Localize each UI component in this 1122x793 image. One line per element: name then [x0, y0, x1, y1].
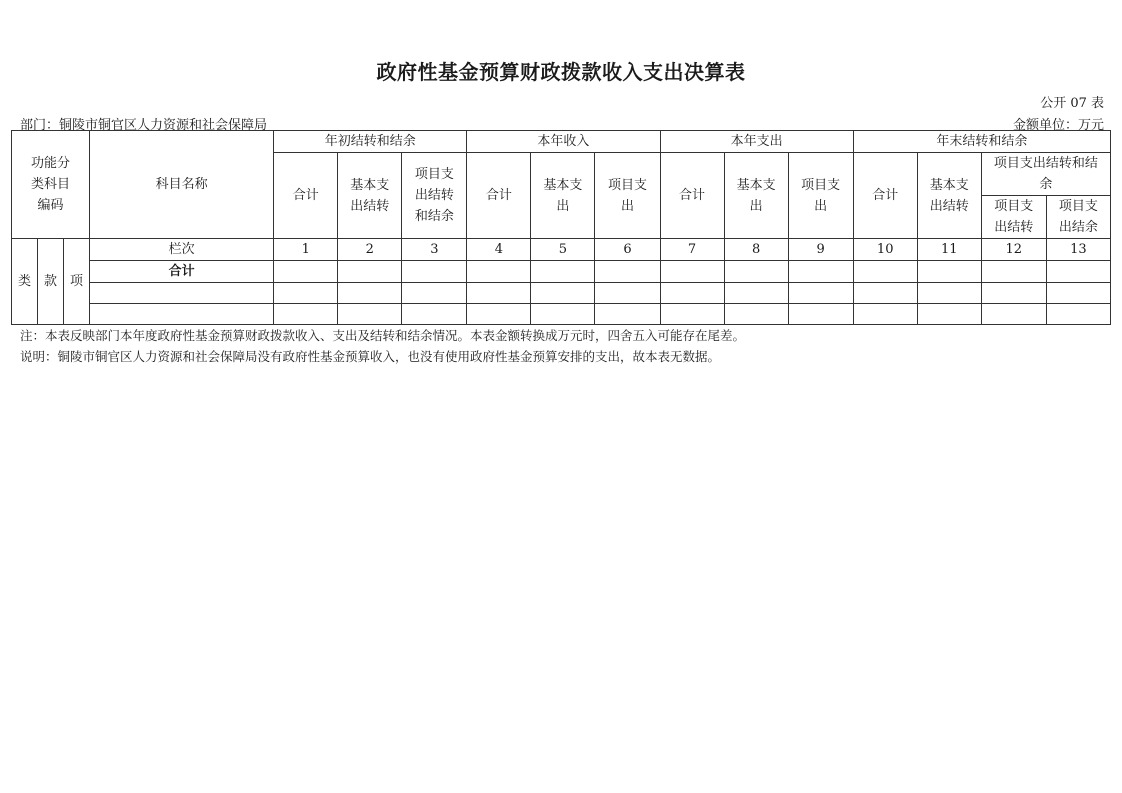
func-code-header: 功能分类科目编码 — [12, 131, 90, 239]
table-cell — [917, 283, 981, 304]
code-col-kuan: 款 — [38, 239, 64, 325]
col-number: 1 — [274, 239, 338, 261]
table-cell — [660, 283, 724, 304]
table-row — [12, 283, 1111, 304]
end-proj-group-header: 项目支出结转和结余 — [981, 153, 1110, 196]
table-cell — [981, 283, 1046, 304]
col-number: 2 — [338, 239, 402, 261]
col-number: 6 — [595, 239, 660, 261]
table-cell — [660, 304, 724, 325]
subject-name-header: 科目名称 — [90, 131, 274, 239]
total-row-label: 合计 — [90, 261, 274, 283]
income-proj-header: 项目支出 — [595, 153, 660, 239]
col-number: 9 — [788, 239, 853, 261]
table-cell — [595, 283, 660, 304]
table-cell — [467, 304, 531, 325]
col-number: 13 — [1046, 239, 1110, 261]
income-basic-header: 基本支出 — [531, 153, 595, 239]
table-cell — [853, 261, 917, 283]
table-cell — [1046, 304, 1110, 325]
budget-table — [11, 130, 1111, 325]
amount-unit-label: 金额单位：万元 — [1012, 118, 1104, 133]
table-cell — [274, 261, 338, 283]
table-cell — [467, 261, 531, 283]
table-explanation: 说明：铜陵市铜官区人力资源和社会保障局没有政府性基金预算收入，也没有使用政府性基金预算安排的支出，故本表无数据。 — [20, 349, 721, 364]
table-cell — [531, 261, 595, 283]
expend-total-header: 合计 — [660, 153, 724, 239]
table-cell — [338, 283, 402, 304]
col-number: 11 — [917, 239, 981, 261]
table-row — [12, 261, 1111, 283]
code-col-lei: 类 — [12, 239, 38, 325]
income-total-header: 合计 — [467, 153, 531, 239]
col-number: 4 — [467, 239, 531, 261]
col-number: 7 — [660, 239, 724, 261]
code-col-xiang: 项 — [64, 239, 90, 325]
table-footnote: 注：本表反映部门本年度政府性基金预算财政拨款收入、支出及结转和结余情况。本表金额转换成万元时，四舍五入可能存在尾差。 — [20, 328, 746, 343]
col-number: 8 — [724, 239, 788, 261]
form-number: 公开 07 表 — [1040, 96, 1104, 111]
group-begin-header: 年初结转和结余 — [274, 131, 467, 153]
table-cell — [981, 304, 1046, 325]
group-income-header: 本年收入 — [467, 131, 660, 153]
begin-proj-carry-balance-header: 项目支出结转和结余 — [402, 153, 467, 239]
table-cell — [402, 283, 467, 304]
table-row — [12, 304, 1111, 325]
table-cell — [724, 304, 788, 325]
end-proj-carry-header: 项目支出结转 — [981, 196, 1046, 239]
table-cell — [788, 261, 853, 283]
table-cell — [917, 304, 981, 325]
lanci-label: 栏次 — [90, 239, 274, 261]
table-cell — [724, 261, 788, 283]
begin-total-header: 合计 — [274, 153, 338, 239]
table-cell — [90, 283, 274, 304]
table-cell — [853, 304, 917, 325]
table-cell — [788, 304, 853, 325]
end-proj-balance-header: 项目支出结余 — [1046, 196, 1110, 239]
table-cell — [90, 304, 274, 325]
report-title: 政府性基金预算财政拨款收入支出决算表 — [376, 60, 746, 84]
department-label: 部门：铜陵市铜官区人力资源和社会保障局 — [20, 118, 268, 133]
table-cell — [402, 304, 467, 325]
table-cell — [595, 261, 660, 283]
table-cell — [274, 283, 338, 304]
group-expend-header: 本年支出 — [660, 131, 853, 153]
table-cell — [531, 304, 595, 325]
end-basic-carry-header: 基本支出结转 — [917, 153, 981, 239]
table-cell — [724, 283, 788, 304]
table-cell — [531, 283, 595, 304]
col-number: 3 — [402, 239, 467, 261]
col-number: 5 — [531, 239, 595, 261]
table-cell — [917, 261, 981, 283]
table-cell — [853, 283, 917, 304]
table-cell — [981, 261, 1046, 283]
expend-proj-header: 项目支出 — [788, 153, 853, 239]
col-number: 10 — [853, 239, 917, 261]
table-cell — [1046, 283, 1110, 304]
expend-basic-header: 基本支出 — [724, 153, 788, 239]
table-cell — [595, 304, 660, 325]
table-cell — [274, 304, 338, 325]
table-cell — [338, 261, 402, 283]
col-number: 12 — [981, 239, 1046, 261]
table-cell — [402, 261, 467, 283]
table-cell — [338, 304, 402, 325]
group-end-header: 年末结转和结余 — [853, 131, 1110, 153]
table-cell — [467, 283, 531, 304]
table-cell — [660, 261, 724, 283]
begin-basic-carry-header: 基本支出结转 — [338, 153, 402, 239]
end-total-header: 合计 — [853, 153, 917, 239]
table-cell — [1046, 261, 1110, 283]
table-cell — [788, 283, 853, 304]
